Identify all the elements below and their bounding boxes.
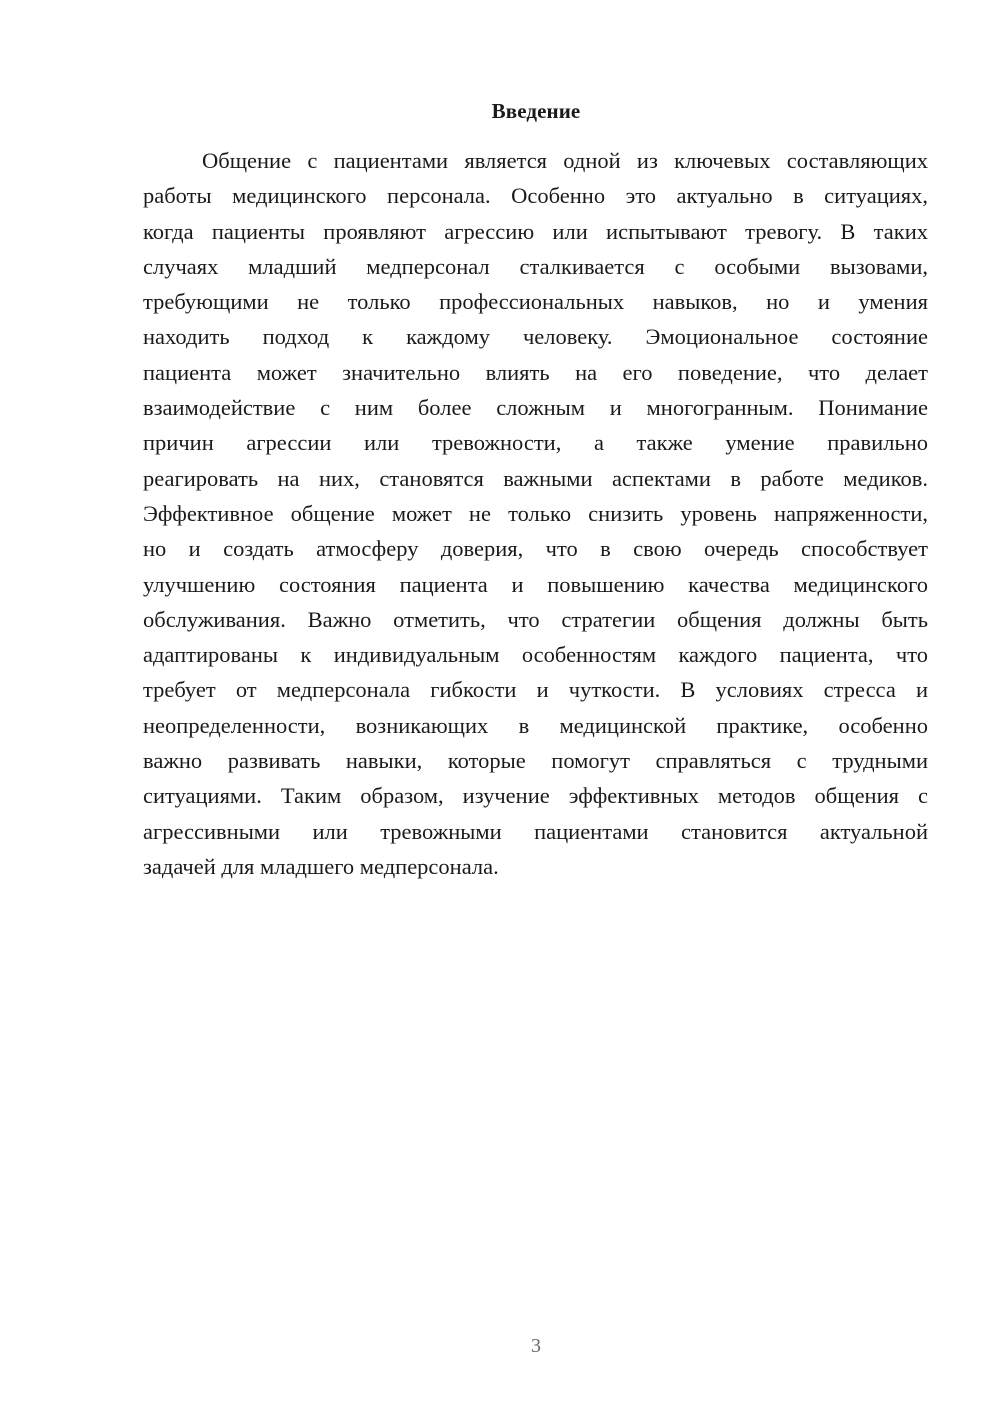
paragraph-line: пациента может значительно влиять на его поведение, что делает xyxy=(143,359,928,385)
body-paragraph xyxy=(143,143,928,884)
paragraph-line: Эффективное общение может не только снизить уровень напряженности, xyxy=(143,500,928,526)
paragraph-line: когда пациенты проявляют агрессию или испытывают тревогу. В таких xyxy=(143,218,928,244)
paragraph-line: требующими не только профессиональных навыков, но и умения xyxy=(143,289,928,315)
paragraph-line: улучшению состояния пациента и повышению качества медицинского xyxy=(143,571,928,597)
paragraph-line: важно развивать навыки, которые помогут справляться с трудными xyxy=(143,748,928,774)
paragraph-line: работы медицинского персонала. Особенно это актуально в ситуациях, xyxy=(143,183,928,209)
paragraph-line: реагировать на них, становятся важными аспектами в работе медиков. xyxy=(143,465,928,491)
paragraph-line: ситуациями. Таким образом, изучение эффективных методов общения с xyxy=(143,783,928,809)
paragraph-line: взаимодействие с ним более сложным и многогранным. Понимание xyxy=(143,395,928,421)
paragraph-line: адаптированы к индивидуальным особенностям каждого пациента, что xyxy=(143,642,928,668)
paragraph-line: причин агрессии или тревожности, а также умение правильно xyxy=(143,430,928,456)
section-heading: Введение xyxy=(491,99,581,123)
paragraph-line: агрессивными или тревожными пациентами становится актуальной xyxy=(143,818,928,844)
paragraph-line: неопределенности, возникающих в медицинской практике, особенно xyxy=(143,712,928,738)
paragraph-line: но и создать атмосферу доверия, что в свою очередь способствует xyxy=(143,536,928,562)
paragraph-line: задачей для младшего медперсонала. xyxy=(143,853,499,879)
paragraph-line: случаях младший медперсонал сталкивается с особыми вызовами, xyxy=(143,253,928,279)
paragraph-line: обслуживания. Важно отметить, что стратегии общения должны быть xyxy=(143,606,928,632)
page-number: 3 xyxy=(531,1335,541,1357)
paragraph-line: находить подход к каждому человеку. Эмоциональное состояние xyxy=(143,324,928,350)
paragraph-line: требует от медперсонала гибкости и чуткости. В условиях стресса и xyxy=(143,677,928,703)
paragraph-line: Общение с пациентами является одной из ключевых составляющих xyxy=(202,148,928,173)
